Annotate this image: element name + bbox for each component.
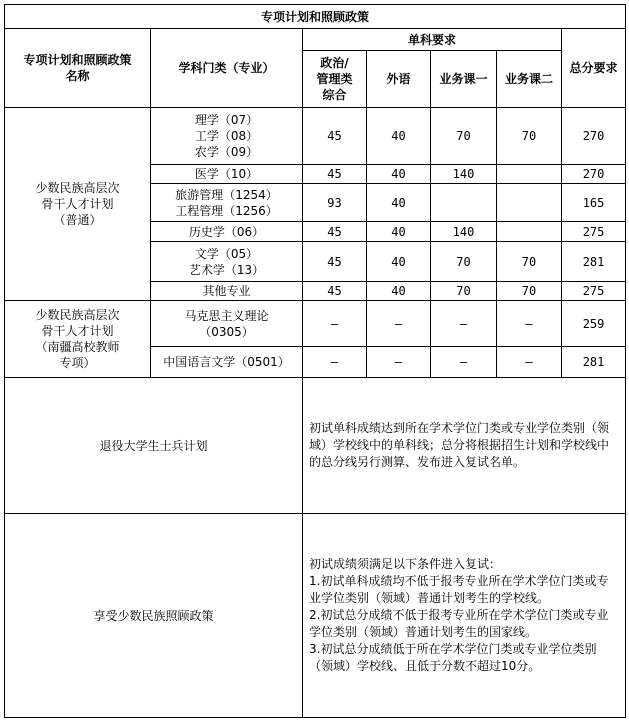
subject-cell: 理学（07） 工学（08） 农学（09） — [151, 108, 303, 165]
course2-cell — [497, 165, 562, 184]
foreign-cell: – — [367, 347, 431, 378]
course2-cell: – — [497, 301, 562, 347]
subject-cell: 历史学（06） — [151, 222, 303, 242]
politics-cell: 45 — [303, 282, 367, 301]
minority-policy-note: 初试成绩须满足以下条件进入复试： 1.初试单科成绩均不低于报考专业所在学术学位门类或专业学位类别（领域）普通计划考生的学校线。 2.初试总分成绩不低于报考专业所在学术学位门类或专业学位类别（领域）普通计划考生的国家线。 3.初试总分成绩低于所在学术学位门类或专业学位类别（领域）学校线、且低于分数不超过10分。 — [303, 514, 626, 718]
subject-cell: 旅游管理（1254） 工程管理（1256） — [151, 184, 303, 222]
politics-cell: 45 — [303, 108, 367, 165]
veteran-plan-note: 初试单科成绩达到所在学术学位门类或专业学位类别（领域）学校线中的单科线；总分将根据招生计划和学校线中的总分线另行测算、发布进入复试名单。 — [303, 378, 626, 514]
politics-cell: 45 — [303, 165, 367, 184]
foreign-cell: 40 — [367, 184, 431, 222]
header-total: 总分要求 — [562, 29, 626, 108]
table-row — [5, 514, 626, 718]
course1-cell: 70 — [431, 282, 497, 301]
politics-cell: – — [303, 347, 367, 378]
plan2-name: 少数民族高层次 骨干人才计划 （南疆高校教师 专项） — [5, 301, 151, 378]
header-politics: 政治/ 管理类 综合 — [303, 51, 367, 108]
foreign-cell: 40 — [367, 222, 431, 242]
politics-cell: 45 — [303, 222, 367, 242]
total-cell: 275 — [562, 222, 626, 242]
politics-cell: 93 — [303, 184, 367, 222]
course1-cell — [431, 184, 497, 222]
foreign-cell: 40 — [367, 165, 431, 184]
course2-cell: 70 — [497, 242, 562, 282]
total-cell: 259 — [562, 301, 626, 347]
subject-cell: 医学（10） — [151, 165, 303, 184]
course2-cell — [497, 184, 562, 222]
foreign-cell: 40 — [367, 242, 431, 282]
politics-cell: – — [303, 301, 367, 347]
subject-cell: 中国语言文学（0501） — [151, 347, 303, 378]
course2-cell: 70 — [497, 108, 562, 165]
foreign-cell: 40 — [367, 108, 431, 165]
course1-cell: 140 — [431, 165, 497, 184]
course1-cell: – — [431, 347, 497, 378]
plan1-name: 少数民族高层次 骨干人才计划 （普通） — [5, 108, 151, 301]
foreign-cell: – — [367, 301, 431, 347]
header-single-requirement: 单科要求 — [303, 29, 562, 51]
minority-policy-name: 享受少数民族照顾政策 — [5, 514, 303, 718]
subject-cell: 马克思主义理论 （0305） — [151, 301, 303, 347]
total-cell: 281 — [562, 347, 626, 378]
table-row — [5, 108, 626, 165]
course1-cell: 140 — [431, 222, 497, 242]
header-course1: 业务课一 — [431, 51, 497, 108]
subject-cell: 文学（05） 艺术学（13） — [151, 242, 303, 282]
course1-cell: 70 — [431, 108, 497, 165]
course2-cell — [497, 222, 562, 242]
course1-cell: – — [431, 301, 497, 347]
total-cell: 270 — [562, 165, 626, 184]
header-foreign: 外语 — [367, 51, 431, 108]
total-cell: 281 — [562, 242, 626, 282]
total-cell: 270 — [562, 108, 626, 165]
total-cell: 275 — [562, 282, 626, 301]
policy-table — [4, 4, 626, 718]
table-row — [5, 378, 626, 514]
subject-cell: 其他专业 — [151, 282, 303, 301]
course2-cell: 70 — [497, 282, 562, 301]
table-title: 专项计划和照顾政策 — [5, 5, 626, 29]
header-plan-name: 专项计划和照顾政策 名称 — [5, 29, 151, 108]
total-cell: 165 — [562, 184, 626, 222]
course1-cell: 70 — [431, 242, 497, 282]
table-row — [5, 301, 626, 347]
course2-cell: – — [497, 347, 562, 378]
header-subject: 学科门类（专业） — [151, 29, 303, 108]
foreign-cell: 40 — [367, 282, 431, 301]
politics-cell: 45 — [303, 242, 367, 282]
header-course2: 业务课二 — [497, 51, 562, 108]
veteran-plan-name: 退役大学生士兵计划 — [5, 378, 303, 514]
